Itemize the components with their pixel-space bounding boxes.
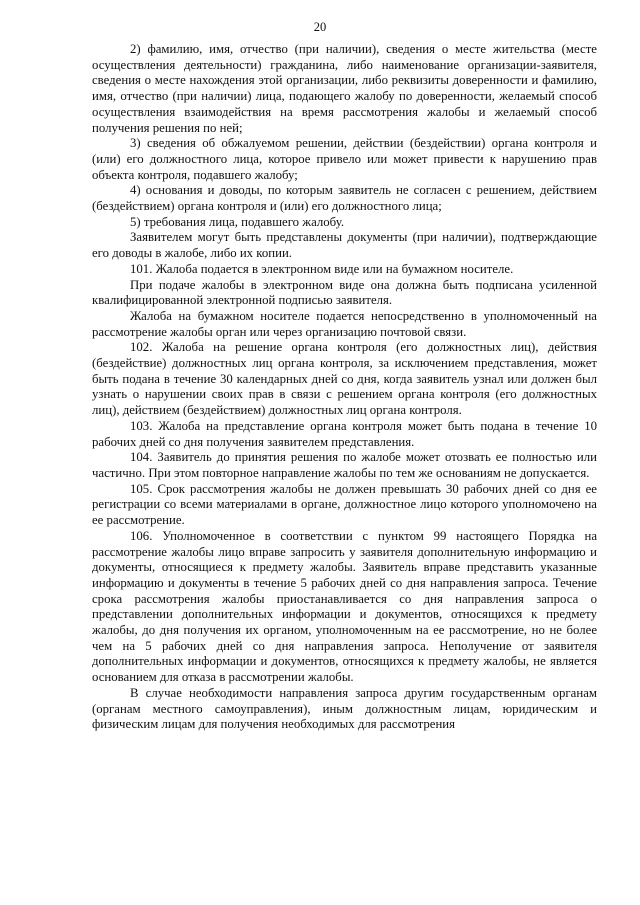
paragraph-electronic-signature: При подаче жалобы в электронном виде она должна быть подписана усиленной квалифицированной электронной подписью заявителя. [92,277,597,308]
paragraph-item-2: 2) фамилию, имя, отчество (при наличии), сведения о месте жительства (месте осуществления деятельности) гражданина, либо наименование организации-заявителя, сведения о месте нахождения этой организации, либо реквизиты доверенности и фамилию, имя, отчество (при наличии) лица, подающего жалобу по доверенности, желаемый способ осуществления взаимодействия на время рассмотрения жалобы и желаемый способ получения решения по ней; [92,42,597,135]
paragraph-item-3: 3) сведения об обжалуемом решении, действии (бездействии) органа контроля и (или) его должностного лица, которое привело или может привести к нарушению прав объекта контроля, подавшего жалобу; [92,136,597,182]
paragraph-105: 105. Срок рассмотрения жалобы не должен превышать 30 рабочих дней со дня ее регистрации со всеми материалами в органе, должностное лицо которого уполномочено на ее рассмотрение. [92,481,597,528]
paragraph-supporting-documents: Заявителем могут быть представлены документы (при наличии), подтверждающие его доводы в жалобе, либо их копии. [92,230,597,261]
paragraph-additional-request: В случае необходимости направления запроса другим государственным органам (органам местного самоуправления), иным должностным лицам, юридическим и физическим лицам для получения необходимых для рассмотрения [92,685,597,732]
paragraph-item-4: 4) основания и доводы, по которым заявитель не согласен с решением, действием (бездействием) органа контроля и (или) его должностного лица; [92,183,597,214]
page-number: 20 [313,20,327,34]
paragraph-106: 106. Уполномоченное в соответствии с пунктом 99 настоящего Порядка на рассмотрение жалобы лицо вправе запросить у заявителя дополнительную информацию и документы, относящиеся к предмету жалобы. Заявитель вправе представить указанные информацию и документы в течение 5 рабочих дней со дня направления запроса. Течение срока рассмотрения жалобы приостанавливается со дня направления запроса о представлении дополнительных информации и документов, относящихся к предмету жалобы, до дня получения их органом, уполномоченным на ее рассмотрение, но не более чем на 5 рабочих дней со дня направления запроса. Неполучение от заявителя дополнительных информации и документов, относящихся к предмету жалобы, не является основанием для отказа в рассмотрении жалобы. [92,528,597,685]
paragraph-item-5: 5) требования лица, подавшего жалобу. [130,214,345,229]
paragraph-101: 101. Жалоба подается в электронном виде или на бумажном носителе. [130,261,514,276]
paragraph-103: 103. Жалоба на представление органа контроля может быть подана в течение 10 рабочих дней со дня получения заявителем представления. [92,418,597,449]
paragraph-102: 102. Жалоба на решение органа контроля (его должностных лиц), действия (бездействие) должностных лиц органа контроля, за исключением представления, может быть подана в течение 30 календарных дней со дня, когда заявитель узнал или должен был узнать о нарушении своих прав в связи с решением органа контроля (его должностных лиц), действием (бездействием) должностных лиц органа контроля. [92,340,597,418]
document-body [92,42,597,733]
paragraph-104: 104. Заявитель до принятия решения по жалобе может отозвать ее полностью или частично. При этом повторное направление жалобы по тем же основаниям не допускается. [92,450,597,480]
paragraph-paper-submission: Жалоба на бумажном носителе подается непосредственно в уполномоченный на рассмотрение жалобы орган или через организацию почтовой связи. [92,308,597,339]
